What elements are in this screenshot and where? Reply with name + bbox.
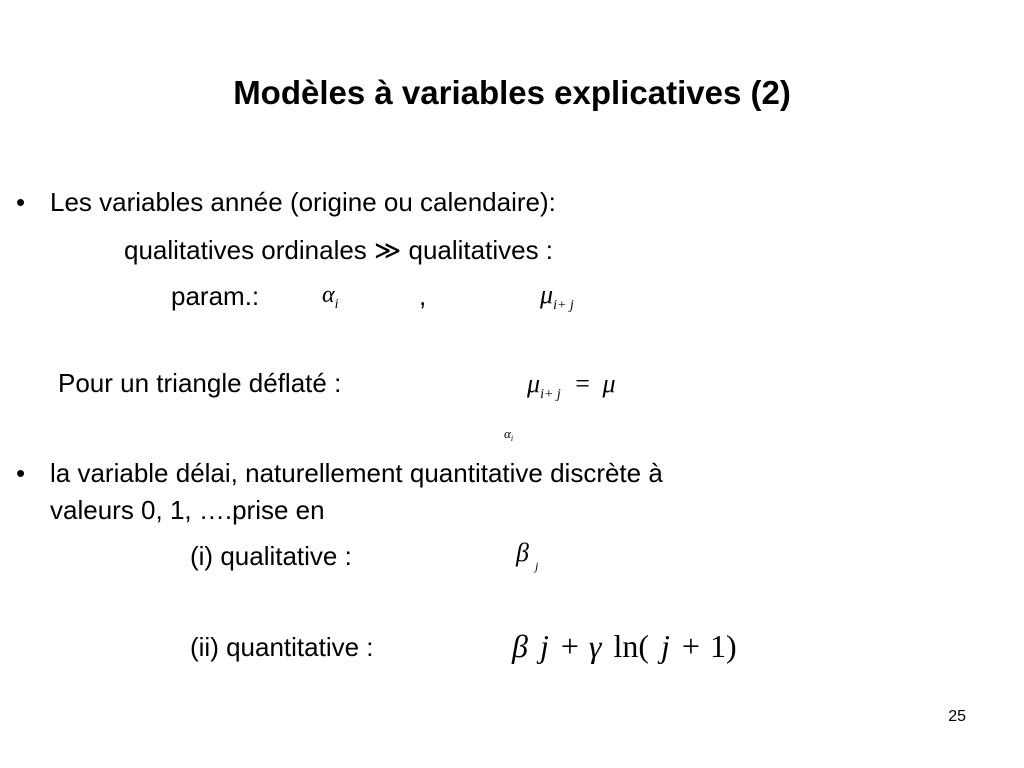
ordinal-text: qualitatives ordinales xyxy=(124,235,367,265)
bullet-1-line-2 xyxy=(124,234,553,267)
formula-gamma: γ xyxy=(588,628,602,664)
bullet-2-line-1: la variable délai, naturellement quantitative discrète à xyxy=(50,458,663,488)
alpha-i-param xyxy=(322,282,339,312)
formula-beta: β xyxy=(512,628,528,664)
param-separator: , xyxy=(419,281,427,311)
beta-symbol: β xyxy=(516,538,529,567)
slide-title: Modèles à variables explicatives (2) xyxy=(233,74,791,111)
formula-j-arg: j xyxy=(661,628,670,664)
quantitative-label: (ii) quantitative : xyxy=(190,632,374,662)
mu-subscript: i+ j xyxy=(540,387,561,402)
bullet-2-marker: • xyxy=(16,458,26,488)
formula-j: j xyxy=(539,628,549,664)
mu-subscript: i+ j xyxy=(553,298,574,313)
bullet-1-marker: • xyxy=(16,187,26,217)
mu-rhs: μ xyxy=(602,369,616,398)
formula-ln: ln( xyxy=(613,628,650,664)
formula-plus-2: + xyxy=(681,628,700,664)
deflated-equation xyxy=(527,369,616,402)
beta-j-param xyxy=(516,538,539,573)
bullet-1-line-1: Les variables année (origine ou calendaire): xyxy=(50,187,556,217)
deflated-label: Pour un triangle déflaté : xyxy=(58,368,342,398)
mu-ij-param xyxy=(540,280,574,313)
mu-symbol: μ xyxy=(527,369,541,398)
formula-plus: + xyxy=(560,628,579,664)
alpha-small-symbol: α xyxy=(504,426,511,441)
quantitative-formula xyxy=(512,628,737,665)
alpha-i-small xyxy=(504,426,513,442)
mu-symbol: μ xyxy=(540,280,554,309)
beta-subscript: j xyxy=(534,559,539,573)
much-greater-symbol: ≫ xyxy=(374,236,402,265)
qualitative-label: (i) qualitative : xyxy=(190,541,352,571)
equals-sign: = xyxy=(575,369,590,398)
alpha-symbol: α xyxy=(322,282,335,308)
bullet-2-line-2: valeurs 0, 1, ….prise en xyxy=(50,495,325,525)
alpha-subscript: i xyxy=(334,297,339,312)
slide-number: 25 xyxy=(948,708,966,725)
param-label: param.: xyxy=(171,281,260,311)
qualitative-text: qualitatives : xyxy=(408,235,554,265)
alpha-small-subscript: i xyxy=(510,434,514,443)
formula-close: 1) xyxy=(709,628,737,664)
